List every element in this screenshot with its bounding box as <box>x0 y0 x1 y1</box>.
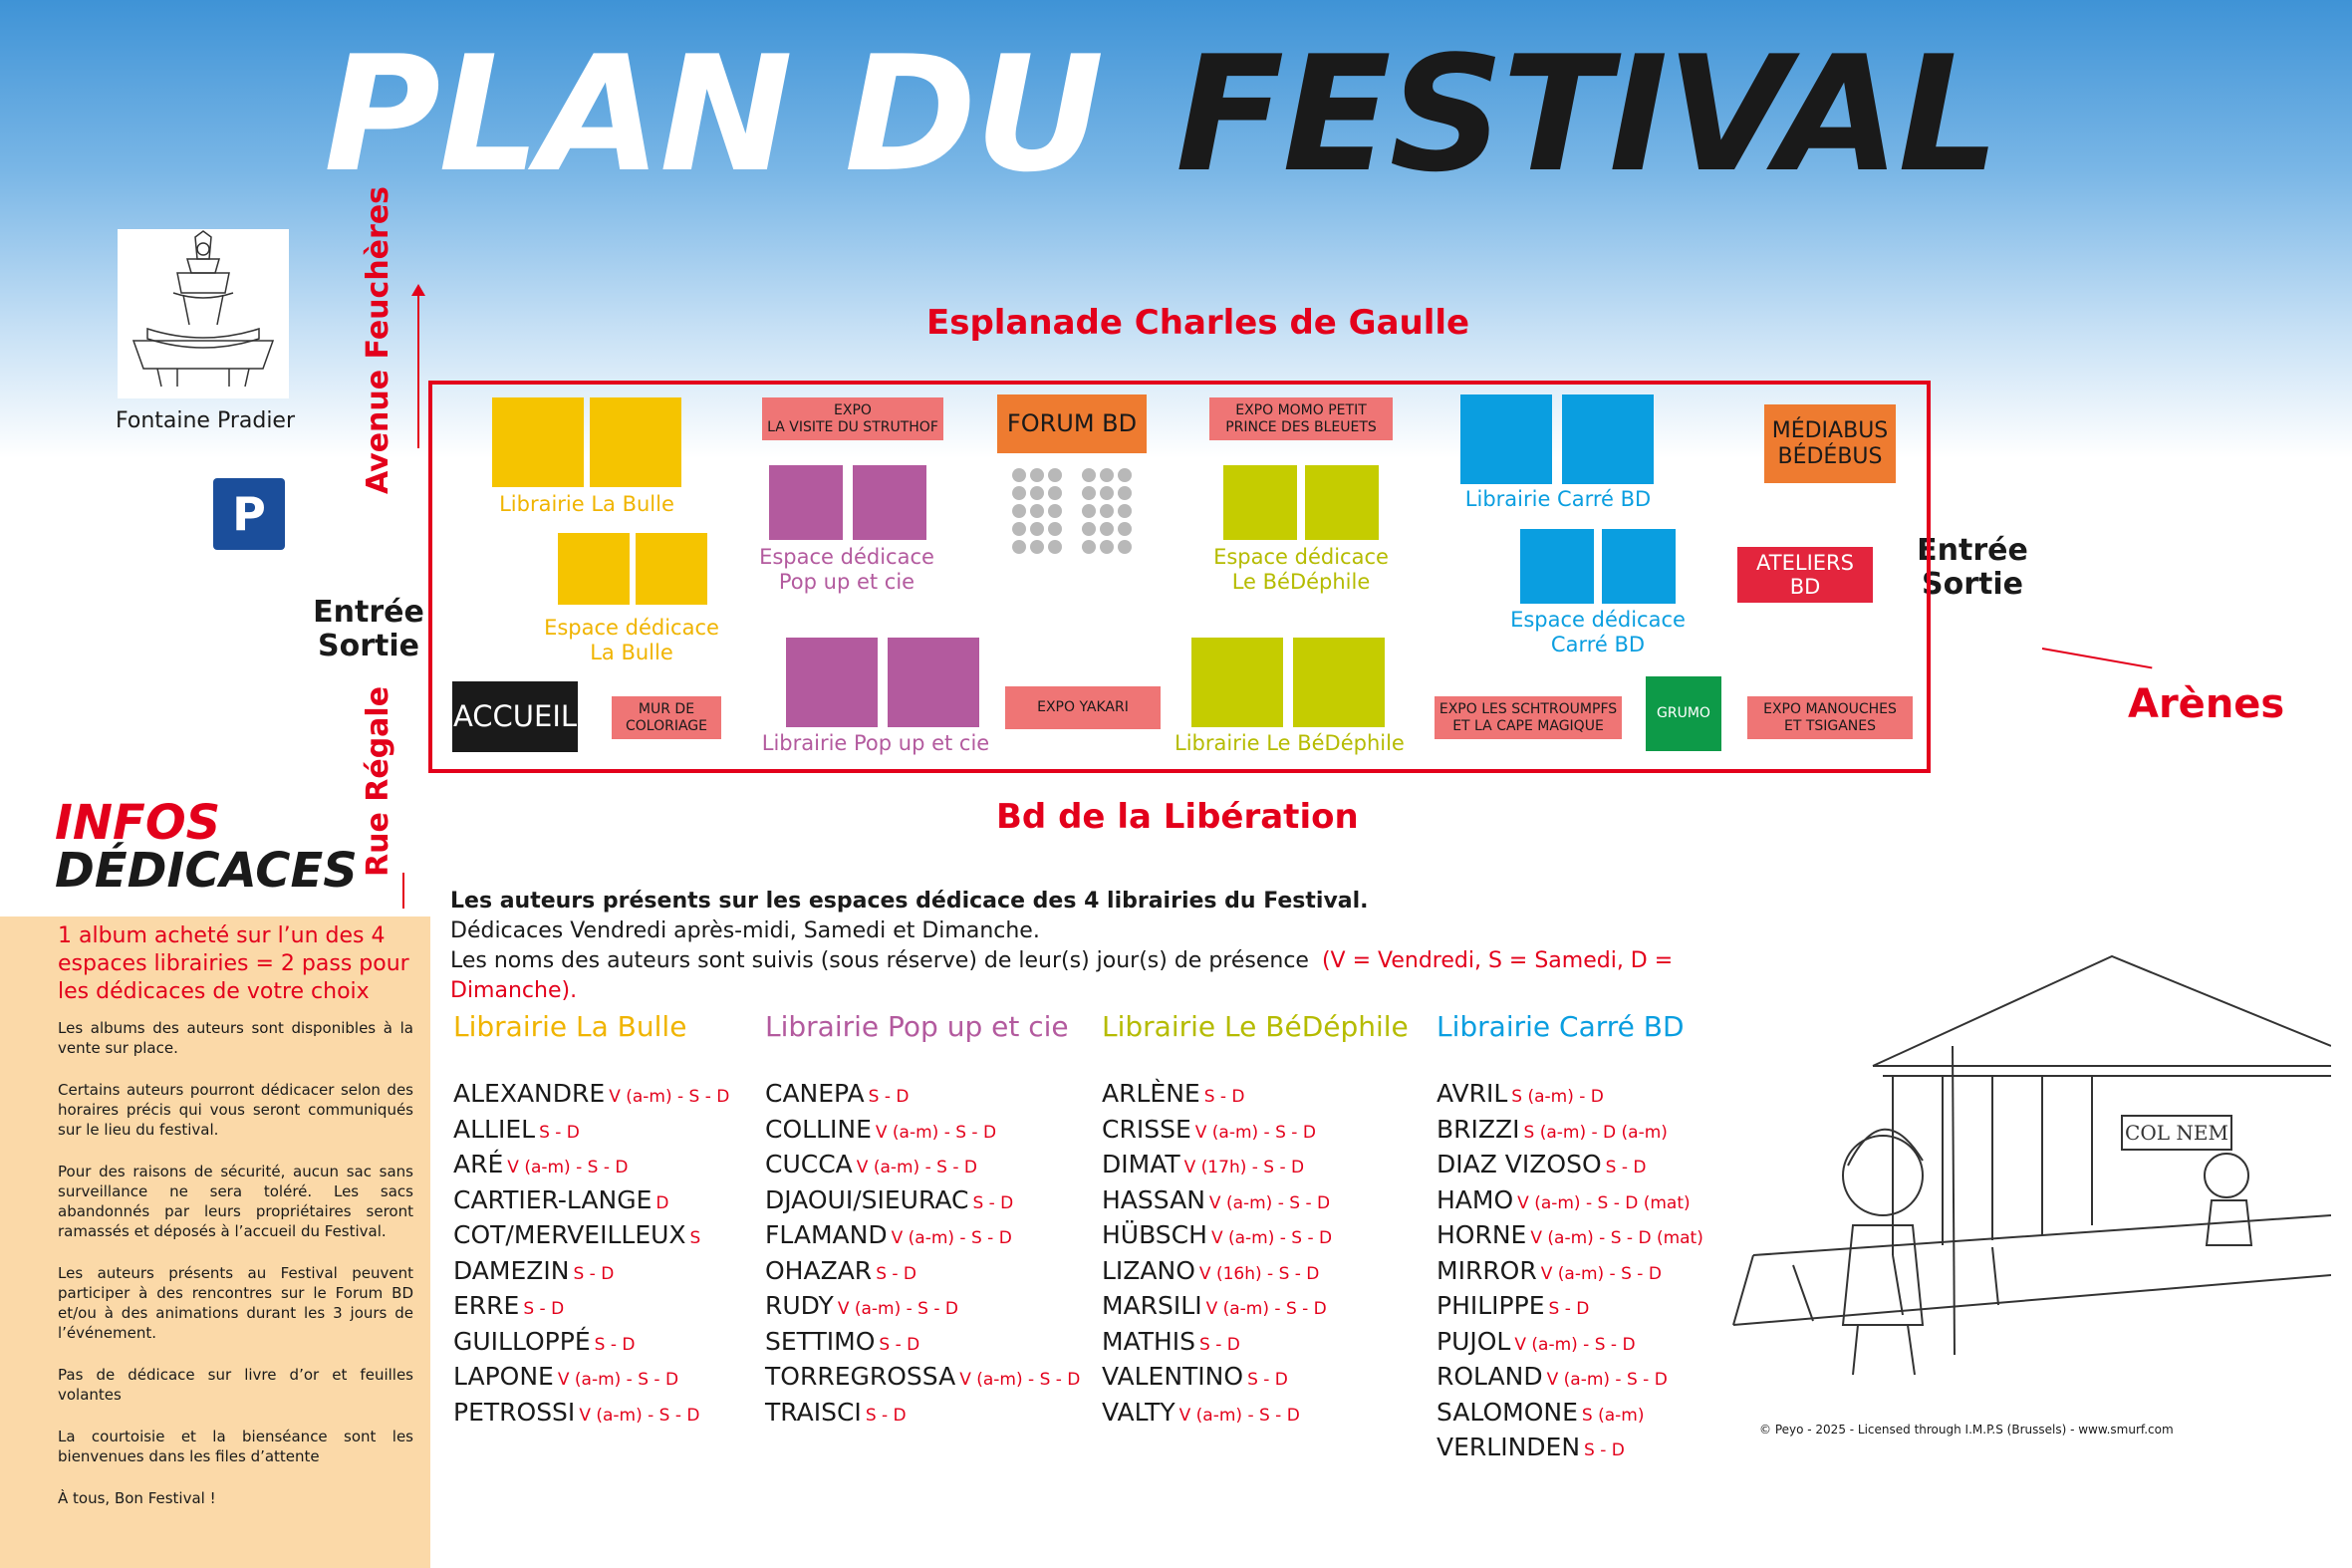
dedicace-carre-line2: Carré BD <box>1550 633 1646 656</box>
author-row <box>453 1219 729 1255</box>
title-part-1: PLAN DU <box>324 21 1103 207</box>
author-name: PUJOL <box>1437 1326 1511 1356</box>
entrance-left <box>311 596 426 663</box>
smurf-illustration <box>1694 926 2331 1405</box>
expo-struthof-line2: LA VISITE DU STRUTHOF <box>767 418 938 435</box>
author-name: CANEPA <box>765 1079 865 1108</box>
author-row <box>453 1290 729 1326</box>
author-days: S (a-m) - D (a-m) <box>1523 1122 1668 1143</box>
dedicace-carre-label <box>1508 608 1688 657</box>
author-name: MATHIS <box>1102 1326 1196 1356</box>
author-row <box>765 1078 1080 1114</box>
ateliers-line1: ATELIERS <box>1756 551 1854 575</box>
dedicace-bedephile-line1: Espace dédicace <box>1213 545 1389 569</box>
fountain-icon <box>118 229 289 398</box>
author-days: S (a-m) <box>1581 1405 1645 1426</box>
dedicace-carre-block-2 <box>1602 529 1676 604</box>
ateliers-bd <box>1737 547 1873 603</box>
intro-line3: Les noms des auteurs sont suivis (sous réserve) de leur(s) jour(s) de présence <box>450 948 1309 973</box>
author-name: PETROSSI <box>453 1397 576 1427</box>
author-row <box>765 1397 1080 1433</box>
dedicace-popup-line1: Espace dédicace <box>759 545 934 569</box>
mediabus-line1: MÉDIABUS <box>1771 417 1889 443</box>
author-row <box>1102 1149 1332 1184</box>
author-days: V (a-m) - S - D (mat) <box>1517 1192 1691 1213</box>
author-name: TORREGROSSA <box>765 1362 956 1391</box>
author-row <box>765 1255 1080 1291</box>
author-name: DAMEZIN <box>453 1255 570 1285</box>
author-row <box>1437 1219 1703 1255</box>
fountain-picture <box>118 229 289 398</box>
bulle-block-1 <box>492 397 584 487</box>
author-row <box>765 1290 1080 1326</box>
author-name: HÜBSCH <box>1102 1220 1207 1249</box>
forum-bd <box>997 394 1147 453</box>
author-days: S (a-m) - D <box>1511 1087 1604 1107</box>
author-days: S - D <box>876 1263 917 1284</box>
author-name: BRIZZI <box>1437 1114 1520 1144</box>
author-name: SETTIMO <box>765 1326 876 1356</box>
expo-momo <box>1209 397 1393 440</box>
author-days: V (a-m) - S - D <box>875 1122 997 1143</box>
grumo <box>1646 676 1721 751</box>
title-part-2: FESTIVAL <box>1176 21 1998 207</box>
author-row <box>1437 1326 1703 1362</box>
author-days: S - D <box>868 1087 910 1107</box>
author-days: S <box>689 1228 701 1248</box>
author-name: VERLINDEN <box>1437 1433 1581 1461</box>
author-days: S - D <box>594 1334 636 1355</box>
dedicace-bedephile-block-1 <box>1223 465 1297 540</box>
author-days: V (a-m) - S - D <box>856 1158 977 1177</box>
infos-paragraph: Les auteurs présents au Festival peuvent participer à des rencontres sur le Forum BD et/ou à des animations durant les 3 jours de l’événement. <box>58 1264 413 1342</box>
street-top: Esplanade Charles de Gaulle <box>926 303 1470 343</box>
ateliers-line2: BD <box>1789 575 1821 599</box>
infos-paragraph: Pas de dédicace sur livre d’or et feuilles volantes <box>58 1366 413 1404</box>
accueil <box>452 681 578 752</box>
author-row <box>765 1149 1080 1184</box>
author-days: V (a-m) - S - D <box>837 1299 959 1319</box>
author-row <box>453 1397 729 1433</box>
author-row <box>1437 1432 1703 1467</box>
librairie-bedephile-block-2 <box>1293 638 1385 727</box>
author-name: FLAMAND <box>765 1220 888 1249</box>
column-bedephile <box>1102 1078 1332 1432</box>
infos-title-1: INFOS <box>55 795 221 851</box>
mediabus <box>1764 404 1896 483</box>
author-row <box>1102 1078 1332 1114</box>
author-days: S - D <box>523 1299 565 1319</box>
parking-icon <box>213 478 285 550</box>
librairie-la-bulle-label: Librairie La Bulle <box>499 492 674 516</box>
dedicace-bulle-line2: La Bulle <box>590 641 673 664</box>
infos-headline: 1 album acheté sur l’un des 4 espaces librairies = 2 pass pour les dédicaces de votre choix <box>58 923 409 1004</box>
dedicace-carre-block-1 <box>1520 529 1594 604</box>
author-row <box>453 1078 729 1114</box>
author-days: V (a-m) - S - D <box>507 1158 629 1177</box>
festival-map <box>428 381 1931 773</box>
expo-momo-line1: EXPO MOMO PETIT <box>1235 401 1367 418</box>
author-name: VALTY <box>1102 1397 1176 1427</box>
author-row <box>1437 1255 1703 1291</box>
author-name: TRAISCI <box>765 1397 862 1427</box>
author-row <box>1102 1326 1332 1362</box>
author-name: LAPONE <box>453 1362 554 1391</box>
author-days: V (a-m) - S - D <box>1178 1405 1300 1426</box>
arenes-label: Arènes <box>2128 681 2285 727</box>
expo-schtroumpfs-line1: EXPO LES SCHTROUMPFS <box>1438 700 1618 717</box>
author-name: PHILIPPE <box>1437 1291 1545 1320</box>
author-days: S - D <box>1548 1299 1590 1319</box>
author-days: S - D <box>1605 1158 1647 1177</box>
author-row <box>1102 1290 1332 1326</box>
author-row <box>453 1361 729 1397</box>
author-name: CARTIER-LANGE <box>453 1184 653 1214</box>
author-name: RUDY <box>765 1291 834 1320</box>
intro-block <box>450 887 1745 1006</box>
author-name: COT/MERVEILLEUX <box>453 1220 686 1249</box>
entrance-right-line2: Sortie <box>1922 567 2023 602</box>
dedicace-bedephile-line2: Le BéDéphile <box>1231 570 1371 594</box>
expo-schtroumpfs-line2: ET LA CAPE MAGIQUE <box>1452 717 1604 734</box>
dedicace-popup-line2: Pop up et cie <box>778 570 915 594</box>
arrow-up-head <box>411 284 425 296</box>
author-name: SALOMONE <box>1437 1397 1578 1427</box>
dedicace-popup-label <box>757 545 936 595</box>
dedicace-la-bulle-label <box>542 616 721 665</box>
forum-bd-label: FORUM BD <box>1006 409 1138 437</box>
entrance-left-line1: Entrée <box>313 595 424 630</box>
author-row <box>1102 1184 1332 1220</box>
author-name: ROLAND <box>1437 1362 1543 1391</box>
expo-yakari-label: EXPO YAKARI <box>1037 699 1129 715</box>
fountain-label: Fontaine Pradier <box>115 408 296 433</box>
arenes-arrow <box>2042 648 2153 668</box>
author-days: V (a-m) - S - D <box>579 1405 700 1426</box>
author-days: V (a-m) - S - D <box>1208 1192 1331 1213</box>
author-row <box>1437 1290 1703 1326</box>
author-row <box>453 1149 729 1184</box>
author-row <box>453 1255 729 1291</box>
author-name: ARLÈNE <box>1102 1079 1200 1108</box>
author-name: ALEXANDRE <box>453 1079 606 1108</box>
intro-line3-wrap <box>450 946 1745 1006</box>
street-left-top: Avenue Feuchères <box>361 185 395 494</box>
expo-momo-line2: PRINCE DES BLEUETS <box>1225 418 1377 435</box>
author-name: OHAZAR <box>765 1255 873 1285</box>
column-bulle <box>453 1078 729 1432</box>
author-days: V (16h) - S - D <box>1198 1263 1320 1284</box>
column-popup <box>765 1078 1080 1432</box>
author-name: ARÉ <box>453 1150 504 1178</box>
author-name: ALLIEL <box>453 1114 536 1144</box>
librairie-bedephile-block-1 <box>1191 638 1283 727</box>
author-name: MIRROR <box>1437 1255 1537 1285</box>
author-days: V (a-m) - S - D <box>1540 1263 1662 1284</box>
librairie-bedephile-label: Librairie Le BéDéphile <box>1175 731 1405 755</box>
infos-paragraph: À tous, Bon Festival ! <box>58 1489 216 1507</box>
author-row <box>765 1219 1080 1255</box>
author-days: S - D <box>972 1192 1014 1213</box>
author-days: V (17h) - S - D <box>1183 1158 1305 1177</box>
author-days: V (a-m) - S - D <box>1210 1228 1333 1248</box>
author-row <box>1437 1184 1703 1220</box>
author-days: S - D <box>539 1122 580 1143</box>
dedicace-bedephile-label <box>1211 545 1391 595</box>
author-name: CRISSE <box>1102 1114 1191 1144</box>
author-row <box>1437 1078 1703 1114</box>
intro-line1: Les auteurs présents sur les espaces dédicace des 4 librairies du Festival. <box>450 889 1369 914</box>
column-title-bulle: Librairie La Bulle <box>453 1010 687 1043</box>
author-days: S - D <box>573 1263 615 1284</box>
author-days: V (a-m) - S - D <box>609 1087 730 1107</box>
author-name: COLLINE <box>765 1114 872 1144</box>
author-row <box>765 1114 1080 1150</box>
librairie-popup-block-2 <box>888 638 979 727</box>
infos-paragraph: La courtoisie et la bienséance sont les bienvenues dans les files d’attente <box>58 1428 413 1465</box>
column-carre <box>1437 1078 1703 1467</box>
author-days: V (a-m) - S - D <box>557 1370 679 1390</box>
author-name: HAMO <box>1437 1184 1514 1214</box>
author-row <box>453 1114 729 1150</box>
author-row <box>765 1361 1080 1397</box>
author-days: V (a-m) - S - D <box>959 1370 1081 1390</box>
author-name: HORNE <box>1437 1220 1527 1249</box>
author-days: V (a-m) - S - D <box>1205 1299 1327 1319</box>
expo-schtroumpfs <box>1435 696 1622 739</box>
librairie-popup-block-1 <box>786 638 878 727</box>
author-days: V (a-m) - S - D <box>1546 1370 1668 1390</box>
expo-struthof-line1: EXPO <box>834 401 872 418</box>
col-nem-sign: COL NEM <box>2125 1121 2228 1145</box>
carre-block-1 <box>1460 394 1552 484</box>
infos-title-2: DÉDICACES <box>55 843 358 899</box>
author-name: GUILLOPPÉ <box>453 1326 591 1356</box>
author-row <box>1102 1255 1332 1291</box>
intro-line2: Dédicaces Vendredi après-midi, Samedi et Dimanche. <box>450 918 1040 943</box>
author-row <box>453 1184 729 1220</box>
author-days: S - D <box>879 1334 920 1355</box>
author-days: V (a-m) - S - D (mat) <box>1530 1228 1703 1248</box>
author-name: DJAOUI/SIEURAC <box>765 1184 969 1214</box>
author-row <box>1437 1149 1703 1184</box>
author-name: CUCCA <box>765 1150 853 1178</box>
expo-struthof <box>762 397 943 440</box>
author-days: S - D <box>1584 1440 1625 1460</box>
author-days: S - D <box>1247 1370 1288 1390</box>
author-days: D <box>655 1192 669 1213</box>
author-name: HASSAN <box>1102 1184 1205 1214</box>
author-row <box>1102 1219 1332 1255</box>
infos-paragraph: Certains auteurs pourront dédicacer selon des horaires précis qui vous seront communiqués sur le lieu du festival. <box>58 1081 413 1139</box>
street-bottom: Bd de la Libération <box>996 797 1359 837</box>
mediabus-line2: BÉDÉBUS <box>1777 443 1883 469</box>
copyright: © Peyo - 2025 - Licensed through I.M.P.S (Brussels) - www.smurf.com <box>1759 1423 2174 1437</box>
bulle-block-2 <box>590 397 681 487</box>
carre-block-2 <box>1562 394 1654 484</box>
entrance-right <box>1915 534 2030 602</box>
expo-manouches-line2: ET TSIGANES <box>1783 717 1877 734</box>
street-left-bottom: Rue Régale <box>361 685 395 877</box>
dedicace-bulle-block-1 <box>558 533 630 605</box>
arrow-up <box>417 289 419 448</box>
author-row <box>765 1184 1080 1220</box>
infos-paragraph: Les albums des auteurs sont disponibles à la vente sur place. <box>58 1019 413 1057</box>
author-name: DIMAT <box>1102 1150 1180 1178</box>
author-row <box>1437 1114 1703 1150</box>
expo-yakari <box>1005 686 1161 729</box>
author-name: LIZANO <box>1102 1255 1195 1285</box>
dedicace-bedephile-block-2 <box>1305 465 1379 540</box>
author-row <box>453 1326 729 1362</box>
arrow-down <box>402 873 404 909</box>
author-row <box>765 1326 1080 1362</box>
mur-coloriage <box>612 696 721 739</box>
author-row <box>1102 1397 1332 1433</box>
author-name: DIAZ VIZOSO <box>1437 1150 1602 1178</box>
dedicace-carre-line1: Espace dédicace <box>1510 608 1686 632</box>
author-days: V (a-m) - S - D <box>891 1228 1012 1248</box>
grumo-label: GRUMO <box>1657 705 1710 721</box>
author-row <box>1437 1397 1703 1433</box>
dedicace-bulle-block-2 <box>636 533 707 605</box>
intro-legend: (V = Vendredi, S = Samedi, D = Dimanche). <box>450 948 1674 1003</box>
author-days: S - D <box>1199 1334 1240 1355</box>
author-days: V (a-m) - S - D <box>1514 1334 1636 1355</box>
author-row <box>1437 1361 1703 1397</box>
author-name: MARSILI <box>1102 1291 1202 1320</box>
librairie-popup-label: Librairie Pop up et cie <box>761 731 990 755</box>
column-title-popup: Librairie Pop up et cie <box>765 1010 1069 1043</box>
infos-body <box>58 1018 413 1530</box>
entrance-left-line2: Sortie <box>318 629 419 663</box>
author-name: VALENTINO <box>1102 1362 1244 1391</box>
author-name: ERRE <box>453 1291 520 1320</box>
temple-smurf-icon <box>1694 926 2331 1405</box>
entrance-right-line1: Entrée <box>1917 533 2028 568</box>
dedicace-popup-block-2 <box>853 465 926 540</box>
column-title-carre: Librairie Carré BD <box>1437 1010 1685 1043</box>
expo-manouches-line1: EXPO MANOUCHES <box>1763 700 1897 717</box>
mur-line2: COLORIAGE <box>626 717 707 734</box>
author-name: AVRIL <box>1437 1079 1508 1108</box>
author-row <box>1102 1361 1332 1397</box>
author-row <box>1102 1114 1332 1150</box>
mur-line1: MUR DE <box>638 700 695 717</box>
infos-paragraph: Pour des raisons de sécurité, aucun sac sans surveillance ne sera toléré. Les sacs abandonnés par leurs propriétaires seront ramassés et déposés à l’accueil du Festival. <box>58 1163 413 1240</box>
expo-manouches <box>1747 696 1913 739</box>
dedicace-bulle-line1: Espace dédicace <box>544 616 719 640</box>
dedicace-popup-block-1 <box>769 465 843 540</box>
librairie-carre-label: Librairie Carré BD <box>1464 487 1652 511</box>
column-title-bedephile: Librairie Le BéDéphile <box>1102 1010 1409 1043</box>
author-days: S - D <box>865 1405 907 1426</box>
parking-letter: P <box>232 487 266 541</box>
author-days: S - D <box>1203 1087 1245 1107</box>
accueil-label: ACCUEIL <box>452 699 578 733</box>
author-days: V (a-m) - S - D <box>1194 1122 1316 1143</box>
